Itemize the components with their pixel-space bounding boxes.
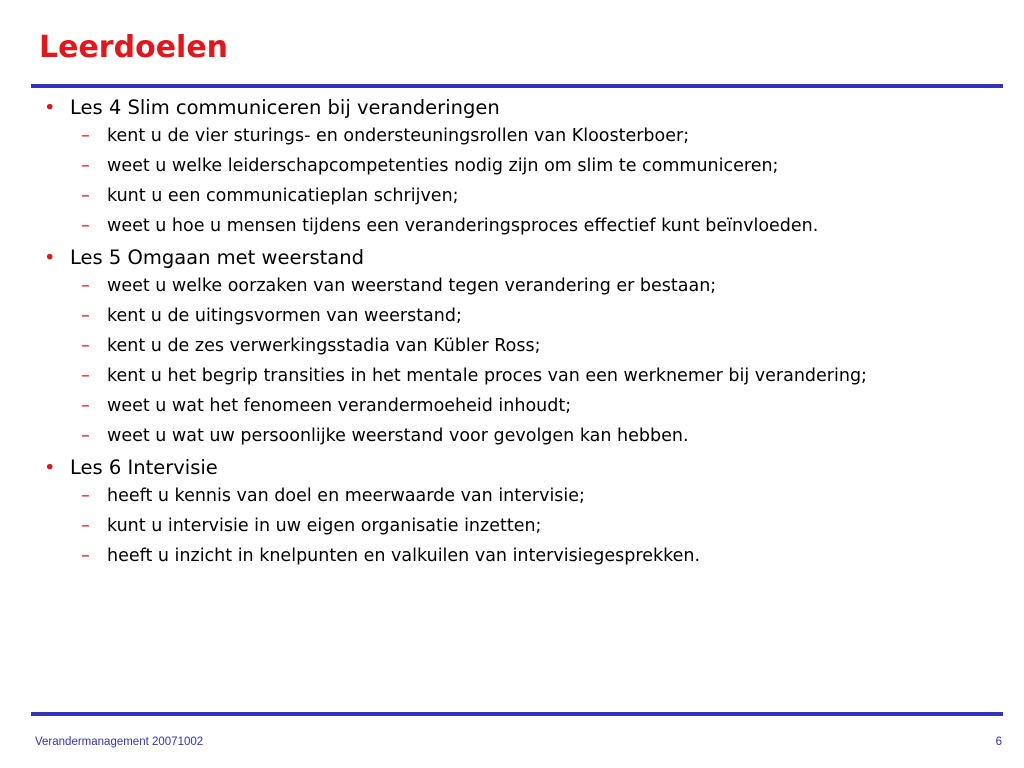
dash-icon: – — [81, 426, 90, 446]
list-item-text: weet u hoe u mensen tijdens een veranderingsproces effectief kunt beïnvloeden. — [107, 216, 819, 236]
page-number: 6 — [995, 736, 1002, 748]
bullet-item — [31, 455, 991, 480]
title-divider — [31, 84, 1003, 88]
list-item-text: kent u de zes verwerkingsstadia van Kübler Ross; — [107, 336, 541, 356]
list-item — [31, 365, 927, 387]
list-item — [31, 515, 927, 537]
dash-icon: – — [81, 186, 90, 206]
list-item-text: weet u welke oorzaken van weerstand tegen verandering er bestaan; — [107, 276, 717, 296]
list-item — [31, 275, 927, 297]
section-les-4 — [31, 95, 991, 237]
list-item — [31, 185, 927, 207]
dash-icon: – — [81, 306, 90, 326]
list-item — [31, 425, 927, 447]
list-item-text: kunt u intervisie in uw eigen organisatie inzetten; — [107, 516, 542, 536]
slide-content — [31, 95, 991, 575]
footer-divider — [31, 712, 1003, 716]
bullet-icon: • — [44, 96, 56, 119]
dash-icon: – — [81, 216, 90, 236]
bullet-item — [31, 95, 991, 120]
sub-list — [31, 485, 991, 567]
dash-icon: – — [81, 126, 90, 146]
dash-icon: – — [81, 516, 90, 536]
list-item — [31, 545, 927, 567]
bullet-icon: • — [44, 456, 56, 479]
bullet-icon: • — [44, 246, 56, 269]
list-item — [31, 215, 927, 237]
list-item-text: weet u wat het fenomeen verandermoeheid inhoudt; — [107, 396, 572, 416]
section-les-5 — [31, 245, 991, 447]
dash-icon: – — [81, 546, 90, 566]
list-item — [31, 485, 927, 507]
footer-text: Verandermanagement 20071002 — [35, 736, 204, 748]
dash-icon: – — [81, 156, 90, 176]
sub-list — [31, 125, 991, 237]
dash-icon: – — [81, 486, 90, 506]
list-item-text: kent u het begrip transities in het mentale proces van een werknemer bij verandering; — [107, 366, 867, 386]
sub-list — [31, 275, 991, 447]
list-item-text: weet u wat uw persoonlijke weerstand voor gevolgen kan hebben. — [107, 426, 689, 446]
list-item-text: heeft u inzicht in knelpunten en valkuilen van intervisiegesprekken. — [107, 546, 701, 566]
section-heading: Les 5 Omgaan met weerstand — [70, 246, 364, 269]
list-item-text: weet u welke leiderschapcompetenties nodig zijn om slim te communiceren; — [107, 156, 779, 176]
dash-icon: – — [81, 276, 90, 296]
list-item — [31, 395, 927, 417]
section-les-6 — [31, 455, 991, 567]
section-heading: Les 4 Slim communiceren bij veranderingen — [70, 96, 500, 119]
list-item-text: heeft u kennis van doel en meerwaarde van intervisie; — [107, 486, 585, 506]
section-heading: Les 6 Intervisie — [70, 456, 218, 479]
list-item — [31, 155, 927, 177]
bullet-item — [31, 245, 991, 270]
list-item — [31, 335, 927, 357]
dash-icon: – — [81, 366, 90, 386]
list-item — [31, 305, 927, 327]
list-item — [31, 125, 927, 147]
list-item-text: kent u de vier sturings- en ondersteuningsrollen van Kloosterboer; — [107, 126, 690, 146]
list-item-text: kunt u een communicatieplan schrijven; — [107, 186, 459, 206]
dash-icon: – — [81, 336, 90, 356]
list-item-text: kent u de uitingsvormen van weerstand; — [107, 306, 462, 326]
slide-title: Leerdoelen — [39, 30, 229, 65]
dash-icon: – — [81, 396, 90, 416]
